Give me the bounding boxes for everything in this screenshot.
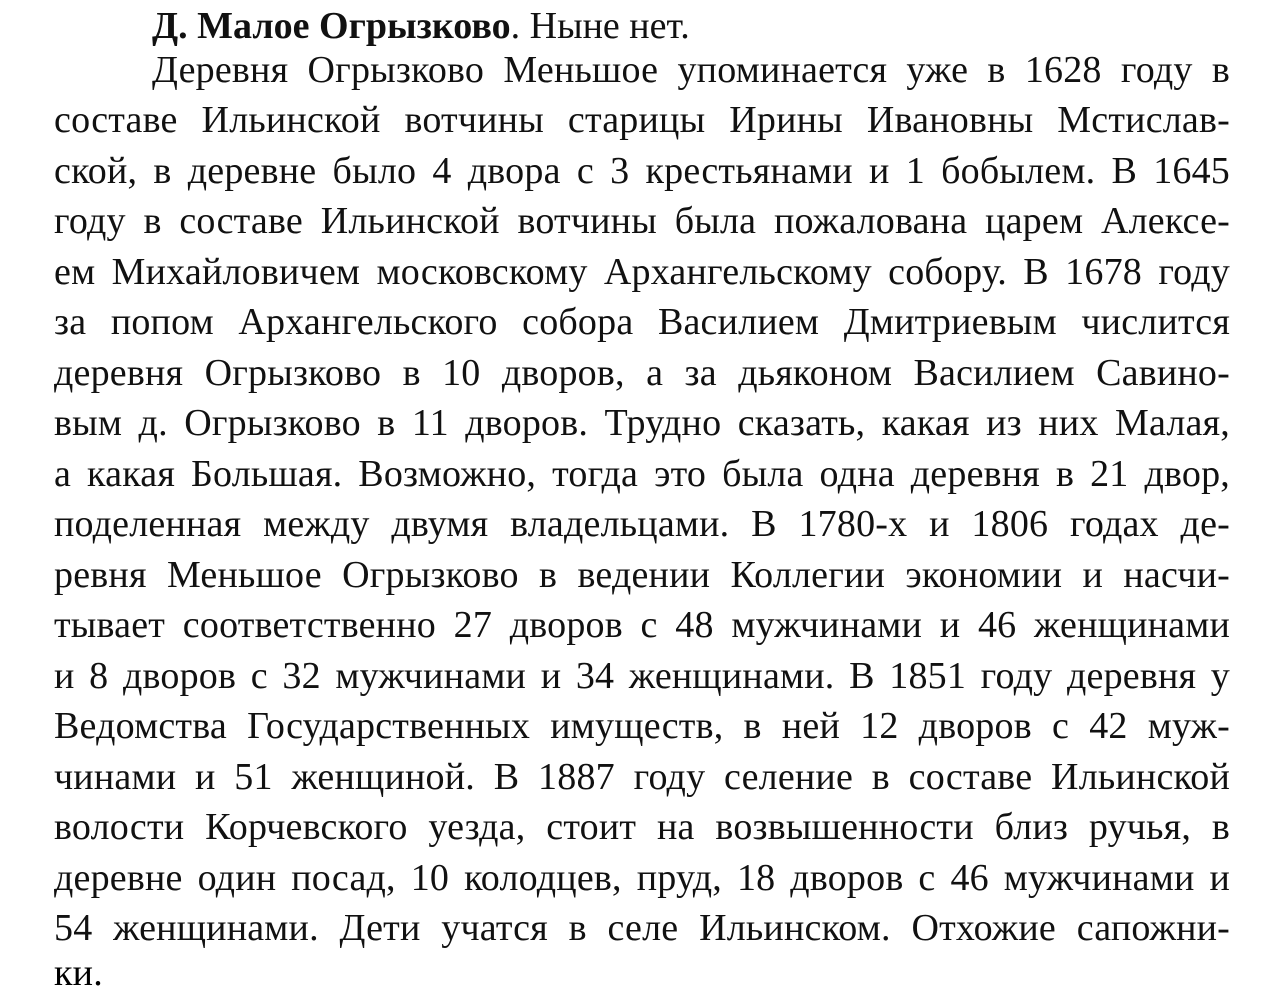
paragraph-line: деревне один посад, 10 колодцев, пруд, 18 дворов с 46 мужчинами и xyxy=(54,857,1230,899)
paragraph-line: ем Михайловичем московскому Архангельскому собору. В 1678 году xyxy=(54,251,1230,293)
paragraph-line: поделенная между двумя владельцами. В 1780-х и 1806 годах де- xyxy=(54,503,1230,545)
paragraph-line: году в составе Ильинской вотчины была пожалована царем Алексе- xyxy=(54,200,1230,242)
entry-title: Д. Малое Огрызково xyxy=(152,5,511,47)
paragraph-line: составе Ильинской вотчины старицы Ирины Ивановны Мстислав- xyxy=(54,99,1230,141)
paragraph-line: ской, в деревне было 4 двора с 3 крестьянами и 1 бобылем. В 1645 xyxy=(54,150,1230,192)
paragraph-line: чинами и 51 женщиной. В 1887 году селение в составе Ильинской xyxy=(54,756,1230,798)
entry-note: . Ныне нет. xyxy=(510,5,690,47)
paragraph-line: деревня Огрызково в 10 дворов, а за дьяконом Василием Савино- xyxy=(54,352,1230,394)
paragraph-line: за попом Архангельского собора Василием Дмитриевым числится xyxy=(54,301,1230,343)
paragraph-line: Деревня Огрызково Меньшое упоминается уже в 1628 году в xyxy=(152,49,1230,91)
paragraph-line: тывает соответственно 27 дворов с 48 мужчинами и 46 женщинами xyxy=(54,604,1230,646)
paragraph-line: Ведомства Государственных имуществ, в ней 12 дворов с 42 муж- xyxy=(54,705,1230,747)
paragraph-line: вым д. Огрызково в 11 дворов. Трудно сказать, какая из них Малая, xyxy=(54,402,1230,444)
paragraph-line: ревня Меньшое Огрызково в ведении Коллегии экономии и насчи- xyxy=(54,554,1230,596)
paragraph-line: 54 женщинами. Дети учатся в селе Ильинском. Отхожие сапожни- xyxy=(54,907,1230,949)
paragraph-line: и 8 дворов с 32 мужчинами и 34 женщинами. В 1851 году деревня у xyxy=(54,655,1230,697)
paragraph-line: волости Корчевского уезда, стоит на возвышенности близ ручья, в xyxy=(54,806,1230,848)
paragraph-line-final: ки. xyxy=(54,952,103,994)
paragraph-line: а какая Большая. Возможно, тогда это была одна деревня в 21 двор, xyxy=(54,453,1230,495)
